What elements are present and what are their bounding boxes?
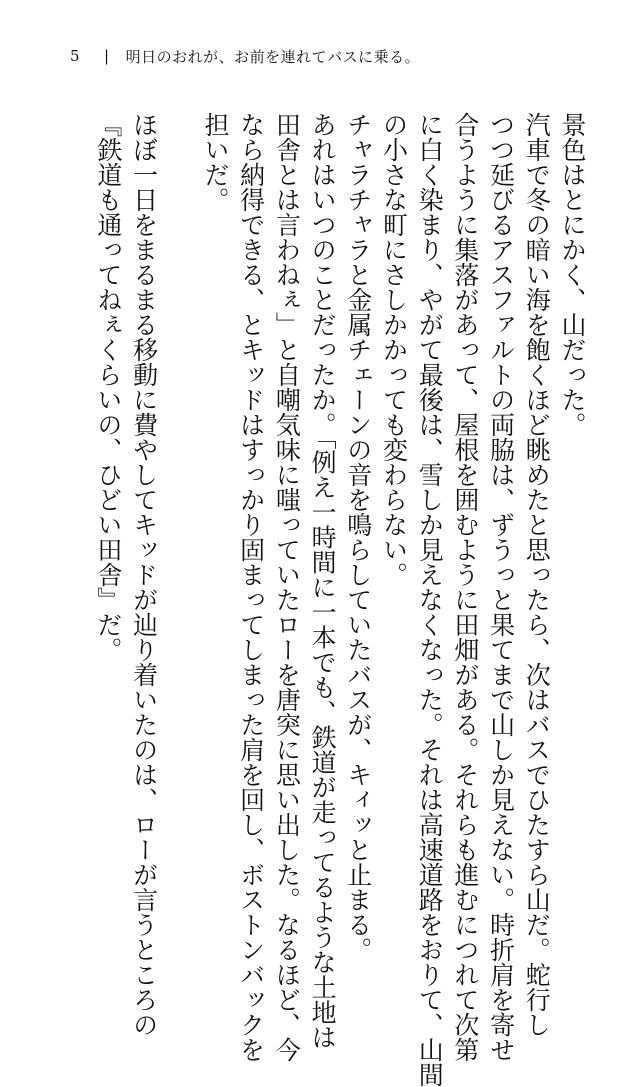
- text-line: 『鉄道も通ってねぇくらいの、ひどい田舎』だ。: [93, 112, 123, 662]
- vertical-body-text: [90, 112, 590, 1087]
- text-line: なら納得できる、とキッドはすっかり固まってしまった肩を回し、ボストンバックを: [236, 112, 266, 1062]
- text-line: 合うように集落があって、屋根を囲むように田畑がある。それらも進むにつれて次第: [450, 112, 480, 1062]
- running-title: 明日のおれが、お前を連れてバスに乗る。: [125, 47, 421, 66]
- text-line: あれはいつのことだったか。「例え一時間に一本でも、鉄道が走ってるような土地は: [308, 112, 338, 1050]
- text-line: に白く染まり、やがて最後は、雪しか見えなくなった。それは高速道路をおりて、山間: [415, 112, 445, 1087]
- text-line: つつ延びるアスファルトの両脇は、ずうっと果てまで山しか見えない。時折肩を寄せ: [486, 112, 516, 1062]
- text-line: チャラチャラと金属チェーンの音を鳴らしていたバスが、キィッと止まる。: [343, 112, 373, 962]
- text-line: 景色はとにかく、山だった。: [558, 112, 587, 437]
- page-number: 5: [70, 47, 81, 65]
- header-separator: |: [104, 47, 110, 65]
- text-line: ほぼ一日をまるまる移動に費やしてキッドが辿り着いたのは、ローが言うところの: [129, 112, 159, 1037]
- running-header: [70, 44, 420, 68]
- text-line: 田舎とは言わねぇ」と自嘲気味に嗤っていたローを唐突に思い出した。なるほど、今: [272, 112, 302, 1062]
- text-line: 汽車で冬の暗い海を飽くほど眺めたと思ったら、次はバスでひたすら山だ。蛇行し: [522, 112, 552, 1037]
- text-line: の小さな町にさしかかっても変わらない。: [379, 112, 409, 587]
- text-line: 担いだ。: [200, 112, 230, 212]
